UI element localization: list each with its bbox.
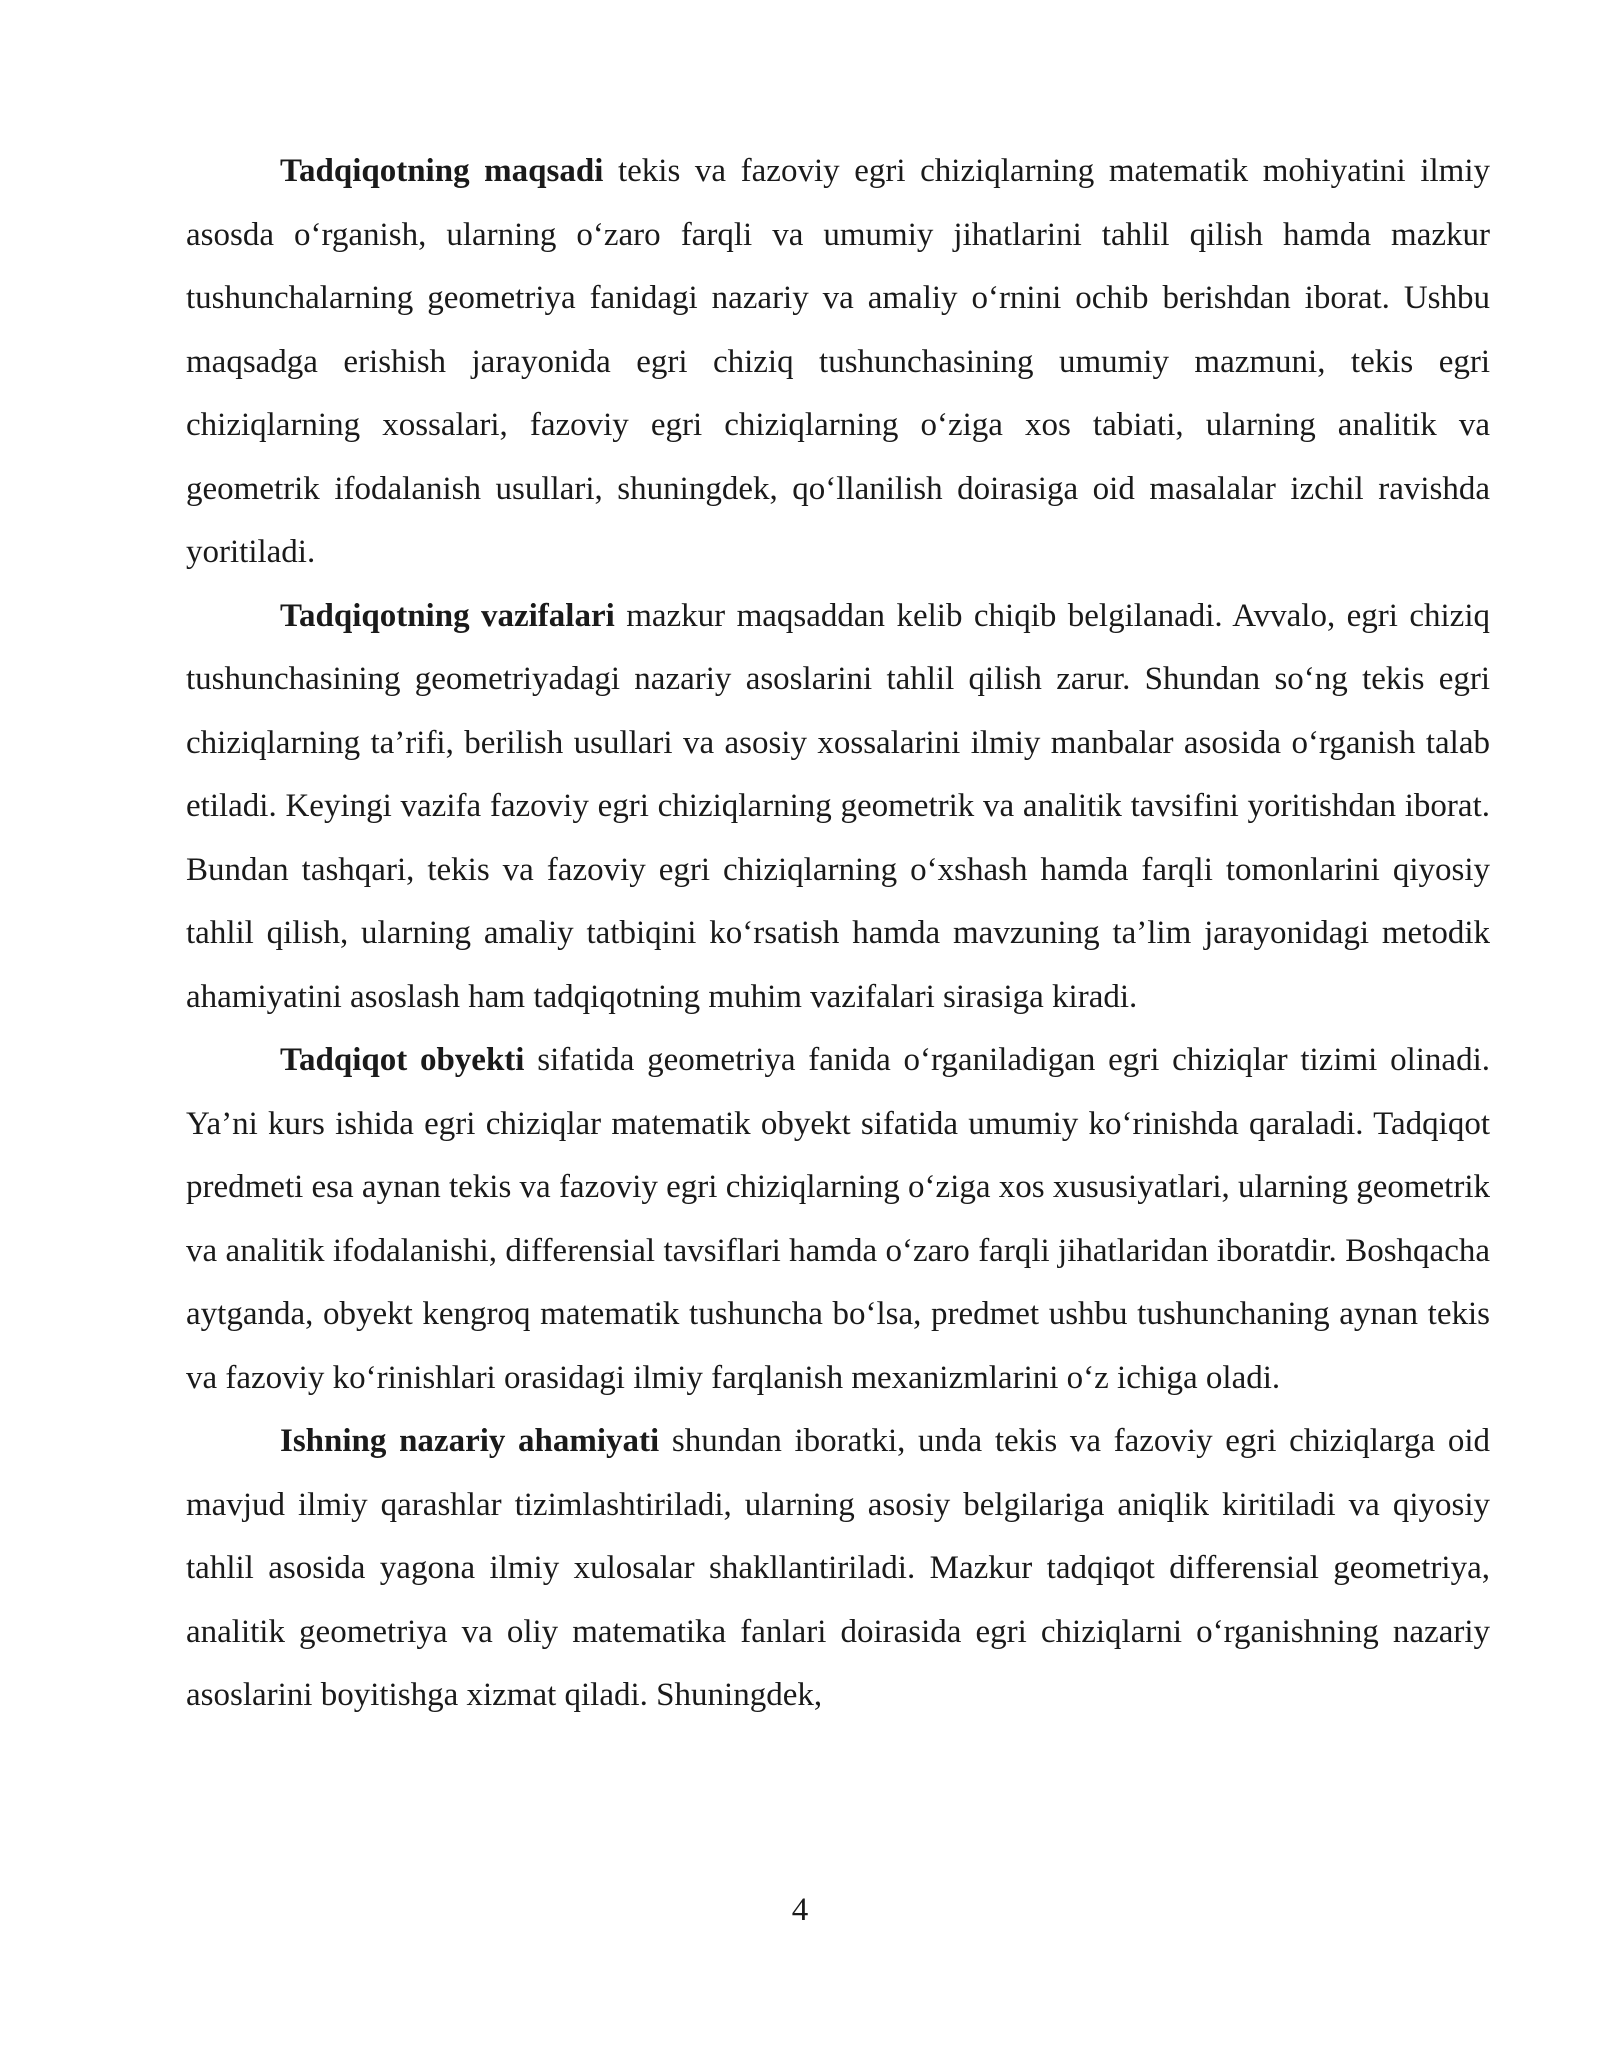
paragraph-text: tekis va fazoviy egri chiziqlarning matematik mohiyatini ilmiy asosda o‘rganish, ularning o‘zaro farqli va umumiy jihatlarini tahlil qilish hamda mazkur tushunchalarning geometriya fanidagi nazariy va amaliy o‘rnini ochib berishdan iborat. Ushbu maqsadga erishish jarayonida egri chiziq tushunchasining umumiy mazmuni, tekis egri chiziqlarning xossalari, fazoviy egri chiziqlarning o‘ziga xos tabiati, ularning analitik va geometrik ifodalanish usullari, shuningdek, qo‘llanilish doirasiga oid masalalar izchil ravishda yoritiladi. [186, 153, 1491, 570]
paragraph-object [186, 1029, 1490, 1410]
paragraph-text: mazkur maqsaddan kelib chiqib belgilanadi. Avvalo, egri chiziq tushunchasining geometriyadagi nazariy asoslarini tahlil qilish zarur. Shundan so‘ng tekis egri chiziqlarning ta’rifi, berilish usullari va asosiy xossalarini ilmiy manbalar asosida o‘rganish talab etiladi. Keyingi vazifa fazoviy egri chiziqlarning geometrik va analitik tavsifini yoritishdan iborat. Bundan tashqari, tekis va fazoviy egri chiziqlarning o‘xshash hamda farqli tomonlarini qiyosiy tahlil qilish, ularning amaliy tatbiqini ko‘rsatish hamda mavzuning ta’lim jarayonidagi metodik ahamiyatini asoslash ham tadqiqotning muhim vazifalari sirasiga kiradi. [186, 597, 1490, 1015]
document-body [186, 140, 1490, 1728]
paragraph-text: shundan iboratki, unda tekis va fazoviy egri chiziqlarga oid mavjud ilmiy qarashlar tizimlashtiriladi, ularning asosiy belgilariga aniqlik kiritiladi va qiyosiy tahlil asosida yagona ilmiy xulosalar shakllantiriladi. Mazkur tadqiqot differensial geometriya, analitik geometriya va oliy matematika fanlari doirasida egri chiziqlarni o‘rganishning nazariy asoslarini boyitishga xizmat qiladi. Shuningdek, [186, 1423, 1490, 1713]
paragraph-tasks [186, 585, 1490, 1030]
page-number: 4 [791, 1892, 809, 1928]
paragraph-text: sifatida geometriya fanida o‘rganiladigan egri chiziqlar tizimi olinadi. Ya’ni kurs ishida egri chiziqlar matematik obyekt sifatida umumiy ko‘rinishda qaraladi. Tadqiqot predmeti esa aynan tekis va fazoviy egri chiziqlarning o‘ziga xos xususiyatlari, ularning geometrik va analitik ifodalanishi, differensial tavsiflari hamda o‘zaro farqli jihatlaridan iboratdir. Boshqacha aytganda, obyekt kengroq matematik tushuncha bo‘lsa, predmet ushbu tushunchaning aynan tekis va fazoviy ko‘rinishlari orasidagi ilmiy farqlanish mexanizmlarini o‘z ichiga oladi. [186, 1042, 1490, 1396]
paragraph-purpose [186, 140, 1490, 585]
paragraph-theoretical-significance [186, 1410, 1490, 1728]
paragraph-heading: Ishning nazariy ahamiyati [280, 1423, 660, 1459]
paragraph-heading: Tadqiqotning vazifalari [280, 597, 615, 634]
paragraph-heading: Tadqiqot obyekti [280, 1042, 525, 1078]
paragraph-heading: Tadqiqotning maqsadi [280, 153, 604, 189]
